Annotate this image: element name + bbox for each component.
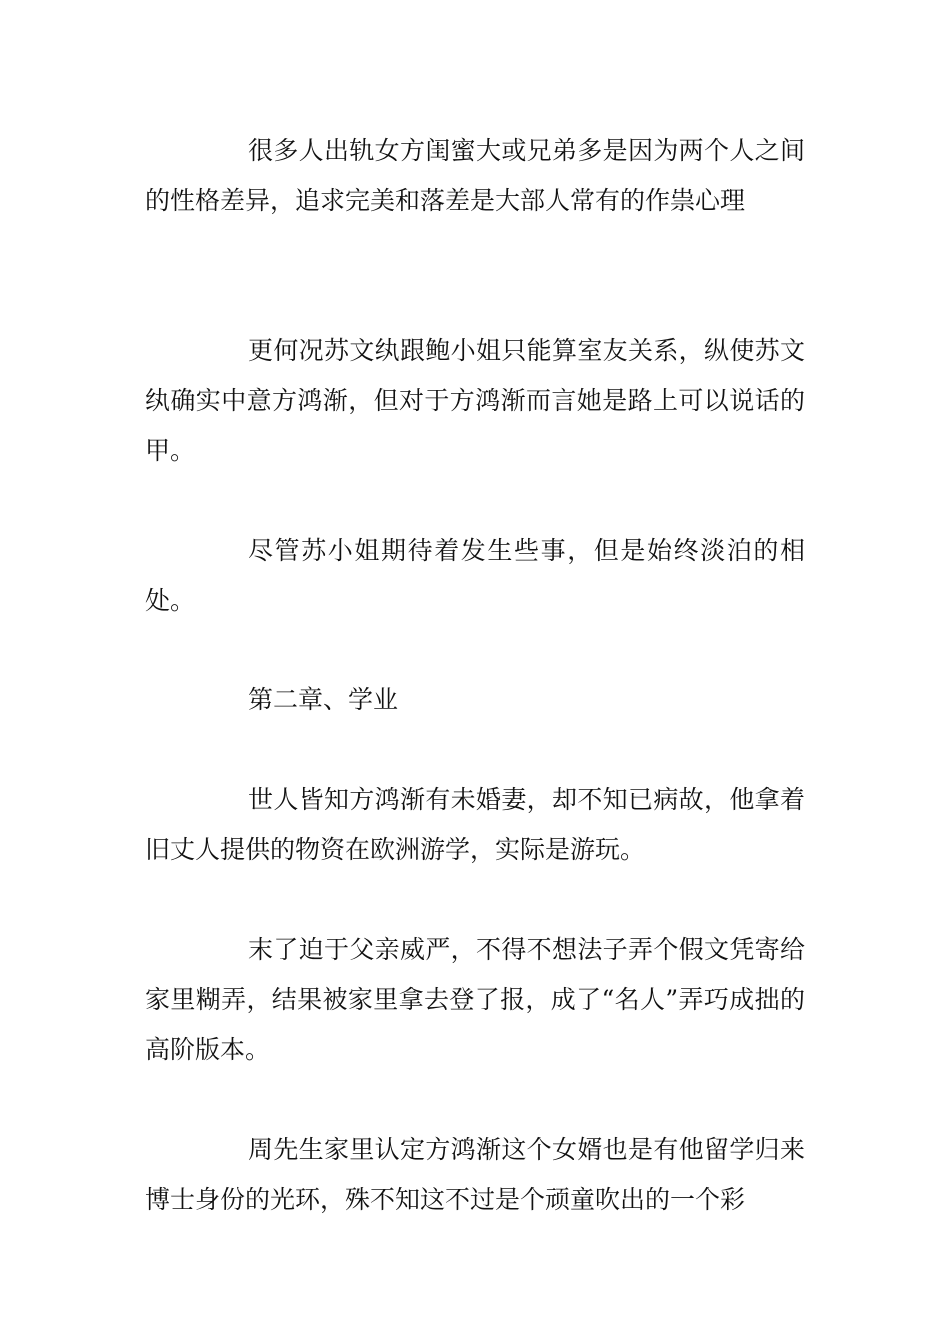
paragraph-5: 世人皆知方鸿渐有未婚妻，却不知已病故，他拿着旧丈人提供的物资在欧洲游学，实际是游玩。 bbox=[145, 785, 805, 864]
paragraph-7: 周先生家里认定方鸿渐这个女婿也是有他留学归来博士身份的光环，殊不知这不过是个顽童吹出的一个彩 bbox=[145, 1135, 805, 1214]
paragraph-3: 尽管苏小姐期待着发生些事，但是始终淡泊的相处。 bbox=[145, 536, 805, 615]
chapter-heading: 第二章、学业 bbox=[248, 685, 399, 714]
paragraph-1: 很多人出轨女方闺蜜大或兄弟多是因为两个人之间的性格差异，追求完美和落差是大部人常有的作祟心理 bbox=[145, 136, 805, 215]
paragraph-2: 更何况苏文纨跟鲍小姐只能算室友关系，纵使苏文纨确实中意方鸿渐，但对于方鸿渐而言她是路上可以说话的甲。 bbox=[145, 336, 805, 465]
paragraph-6: 末了迫于父亲威严，不得不想法子弄个假文凭寄给家里糊弄，结果被家里拿去登了报，成了“名人”弄巧成拙的高阶版本。 bbox=[145, 935, 805, 1064]
